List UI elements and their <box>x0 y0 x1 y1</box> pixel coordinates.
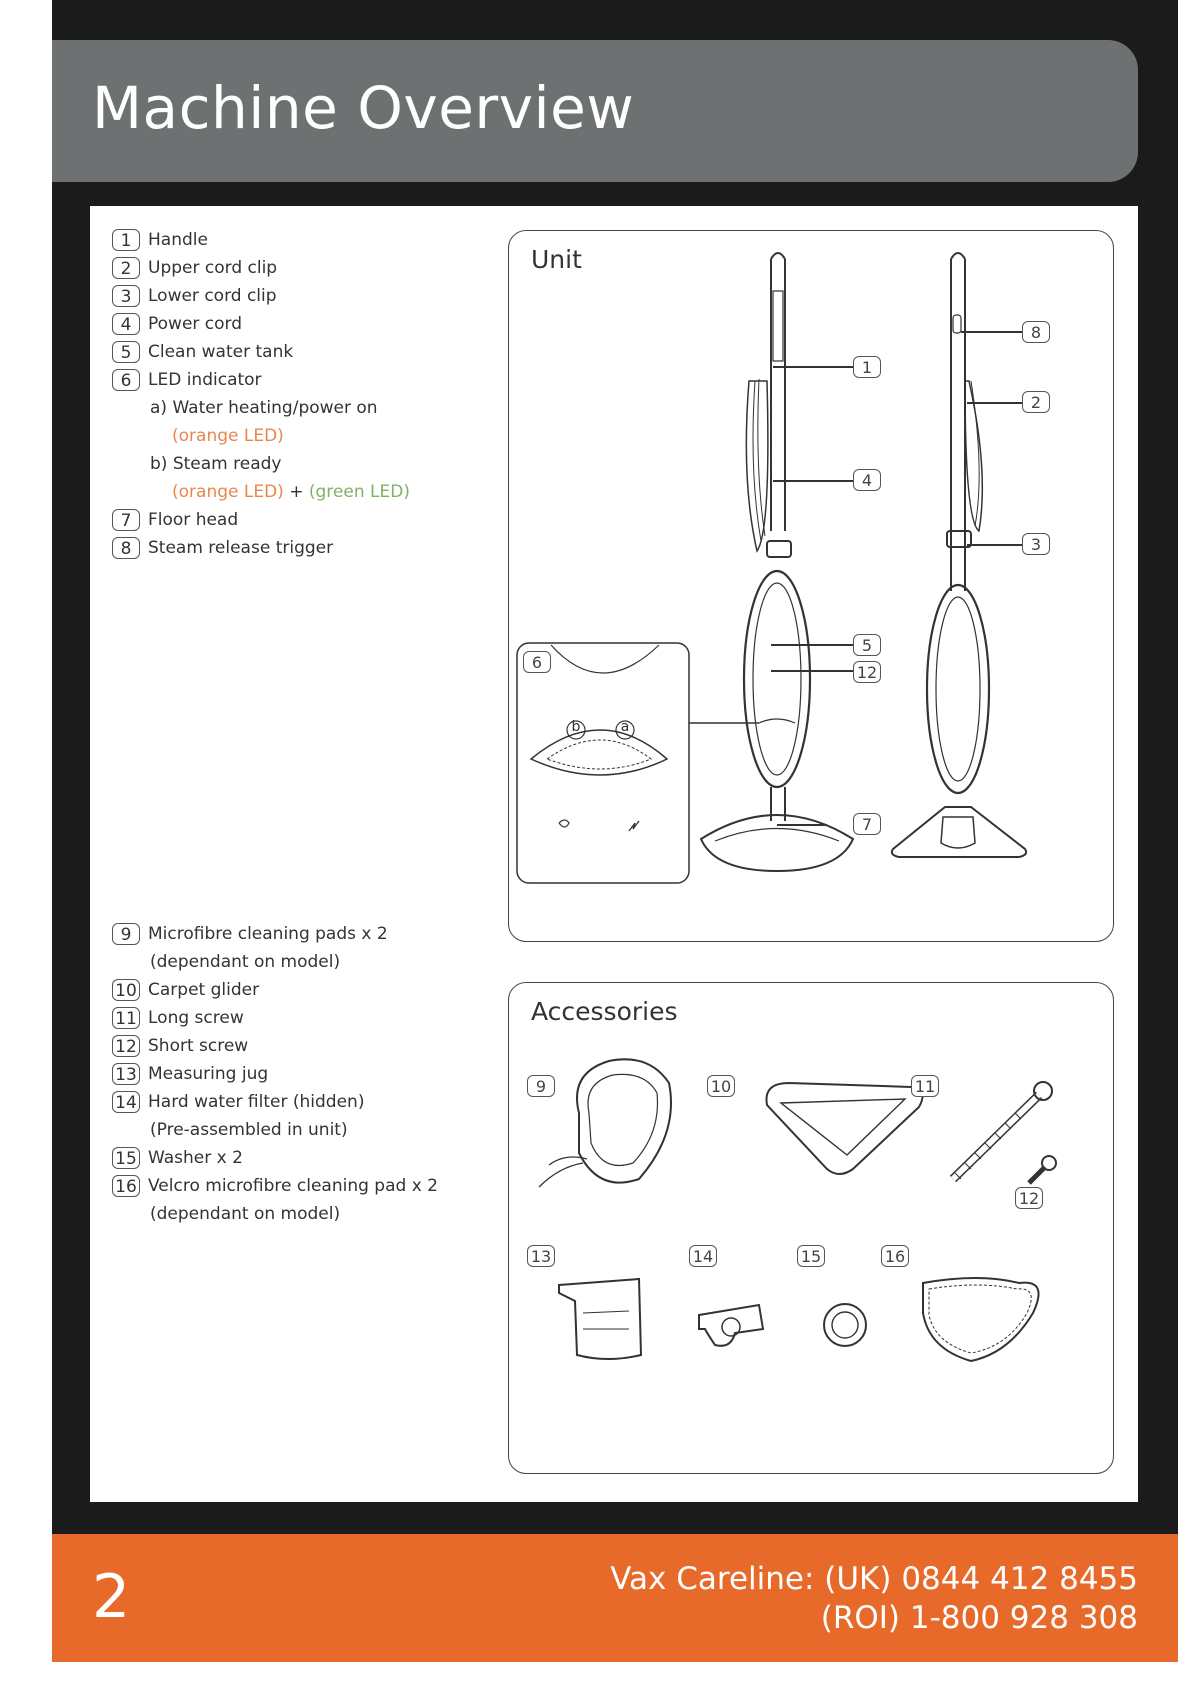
callout-12: 12 <box>853 661 881 683</box>
led-a: a) Water heating/power on <box>150 398 378 418</box>
item-label: Floor head <box>148 510 239 530</box>
accessories-list <box>112 920 438 1228</box>
list-item <box>112 282 410 310</box>
list-item: 10 Carpet glider <box>112 976 438 1004</box>
item-label: Power cord <box>148 314 243 334</box>
item-label: LED indicator <box>148 370 262 390</box>
callout-13: 13 <box>527 1245 555 1267</box>
callout-14: 14 <box>689 1245 717 1267</box>
footer-bar <box>52 1534 1178 1662</box>
callout-3: 3 <box>1022 533 1050 555</box>
item-label: Clean water tank <box>148 342 294 362</box>
item-number: 4 <box>112 313 140 335</box>
list-item-note: (dependant on model) <box>150 1204 341 1224</box>
callout-8: 8 <box>1022 321 1050 343</box>
accessories-panel-title: Accessories <box>531 997 678 1026</box>
page-title: Machine Overview <box>92 74 635 142</box>
careline <box>610 1560 1138 1638</box>
item-number: 1 <box>112 229 140 251</box>
list-item <box>112 226 410 254</box>
list-item: 9 Microfibre cleaning pads x 2 <box>112 920 438 948</box>
accessories-panel <box>508 982 1114 1474</box>
callout-2: 2 <box>1022 391 1050 413</box>
page-number: 2 <box>92 1562 131 1632</box>
list-item: 15 Washer x 2 <box>112 1144 438 1172</box>
accessories-illustration <box>509 983 1113 1473</box>
list-item <box>112 366 410 394</box>
list-item <box>112 338 410 366</box>
unit-panel <box>508 230 1114 942</box>
callout-15: 15 <box>797 1245 825 1267</box>
callout-10: 10 <box>707 1075 735 1097</box>
content-area <box>90 206 1138 1502</box>
list-item <box>112 506 410 534</box>
list-item-note: (Pre-assembled in unit) <box>150 1120 348 1140</box>
callout-5: 5 <box>853 634 881 656</box>
list-item <box>112 310 410 338</box>
item-label: Handle <box>148 230 208 250</box>
callout-6: 6 <box>523 651 551 673</box>
unit-panel-title: Unit <box>531 245 582 274</box>
item-label: Steam release trigger <box>148 538 334 558</box>
item-number: 5 <box>112 341 140 363</box>
careline-roi: (ROI) 1-800 928 308 <box>820 1600 1138 1636</box>
item-number: 2 <box>112 257 140 279</box>
list-item: 13 Measuring jug <box>112 1060 438 1088</box>
callout-4: 4 <box>853 469 881 491</box>
led-label-b: b <box>571 719 581 735</box>
callout-16: 16 <box>881 1245 909 1267</box>
list-item <box>112 534 410 562</box>
list-item: 14 Hard water filter (hidden) <box>112 1088 438 1116</box>
item-number: 3 <box>112 285 140 307</box>
list-item-note: (dependant on model) <box>150 952 341 972</box>
callout-12: 12 <box>1015 1187 1043 1209</box>
callout-7: 7 <box>853 813 881 835</box>
list-item <box>112 254 410 282</box>
unit-parts-list <box>112 226 410 562</box>
item-number: 8 <box>112 537 140 559</box>
item-label: Upper cord clip <box>148 258 278 278</box>
callout-11: 11 <box>911 1075 939 1097</box>
list-item: 12 Short screw <box>112 1032 438 1060</box>
led-b: b) Steam ready <box>150 454 282 474</box>
careline-uk: Vax Careline: (UK) 0844 412 8455 <box>610 1561 1138 1597</box>
callout-9: 9 <box>527 1075 555 1097</box>
callout-1: 1 <box>853 356 881 378</box>
led-b-color: (orange LED) + (green LED) <box>172 482 410 502</box>
item-number: 6 <box>112 369 140 391</box>
led-label-a: a <box>620 719 630 735</box>
list-item: 11 Long screw <box>112 1004 438 1032</box>
led-a-color: (orange LED) <box>172 426 284 446</box>
item-number: 7 <box>112 509 140 531</box>
header-bar <box>52 40 1138 182</box>
list-item: 16 Velcro microfibre cleaning pad x 2 <box>112 1172 438 1200</box>
item-label: Lower cord clip <box>148 286 277 306</box>
page <box>52 0 1178 1662</box>
